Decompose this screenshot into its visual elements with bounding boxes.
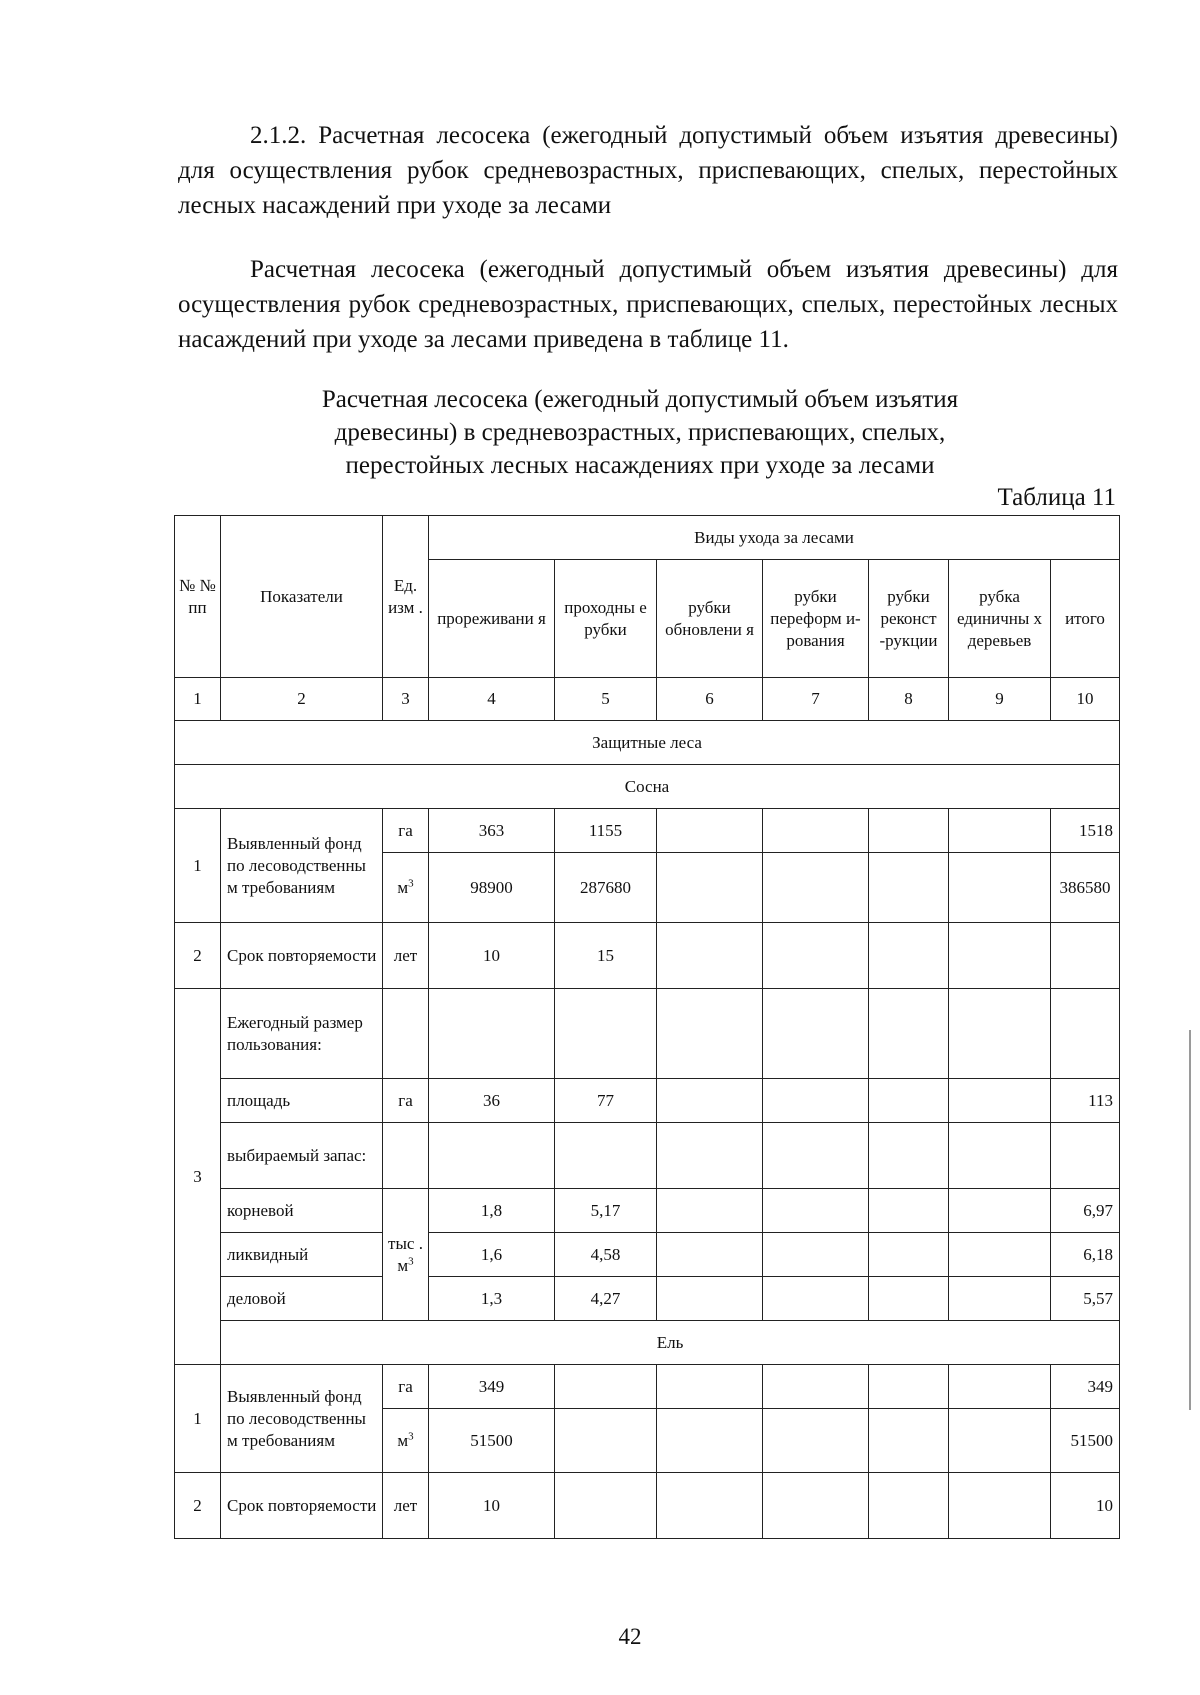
cell-empty [949, 1473, 1051, 1539]
table-row [175, 1473, 1120, 1539]
table-row [175, 1233, 1120, 1277]
cell-empty [869, 1473, 949, 1539]
cell-empty [657, 1079, 763, 1123]
cell-empty [869, 1277, 949, 1321]
cell-passage: 4,58 [555, 1233, 657, 1277]
cell-empty [429, 989, 555, 1079]
column-number-row [175, 678, 1120, 721]
col-number: 5 [555, 678, 657, 721]
col-number: 6 [657, 678, 763, 721]
cell-empty [657, 1473, 763, 1539]
cell-empty [657, 1189, 763, 1233]
cell-empty [1051, 923, 1120, 989]
table-row [175, 1123, 1120, 1189]
cell-total: 5,57 [1051, 1277, 1120, 1321]
row-unit: га [383, 809, 429, 853]
header-num: № № пп [175, 516, 221, 678]
cell-thinning: 10 [429, 1473, 555, 1539]
cell-passage: 4,27 [555, 1277, 657, 1321]
cell-empty [657, 1123, 763, 1189]
cell-empty [555, 1365, 657, 1409]
cell-empty [763, 1409, 869, 1473]
species-row [175, 765, 1120, 809]
cell-empty [869, 853, 949, 923]
col-number: 8 [869, 678, 949, 721]
section-title: Защитные леса [175, 721, 1120, 765]
cell-thinning: 51500 [429, 1409, 555, 1473]
cell-thinning: 10 [429, 923, 555, 989]
header-group: Виды ухода за лесами [429, 516, 1120, 560]
cell-empty [763, 1473, 869, 1539]
unit-text: м [397, 877, 409, 897]
table-row [175, 989, 1120, 1079]
cell-total: 51500 [1051, 1409, 1120, 1473]
cell-empty [657, 809, 763, 853]
row-num: 1 [175, 809, 221, 923]
cell-empty [763, 923, 869, 989]
row-num: 3 [175, 989, 221, 1365]
cell-passage: 15 [555, 923, 657, 989]
cell-empty [763, 1277, 869, 1321]
cell-empty [429, 1123, 555, 1189]
row-unit: лет [383, 1473, 429, 1539]
cell-empty [763, 989, 869, 1079]
cell-total: 349 [1051, 1365, 1120, 1409]
cell-empty [949, 1409, 1051, 1473]
forest-care-table [174, 515, 1120, 1539]
row-label: Срок повторяемости [221, 923, 383, 989]
unit-superscript: 3 [408, 1254, 414, 1267]
cell-empty [763, 1189, 869, 1233]
col-number: 10 [1051, 678, 1120, 721]
header-col-passage: проходны е рубки [555, 560, 657, 678]
header-col-reconstruction: рубки реконст -рукции [869, 560, 949, 678]
cell-total: 113 [1051, 1079, 1120, 1123]
cell-thinning: 1,3 [429, 1277, 555, 1321]
cell-thinning: 363 [429, 809, 555, 853]
row-unit [383, 1189, 429, 1321]
table-header-row [175, 516, 1120, 560]
cell-empty [383, 989, 429, 1079]
cell-passage: 77 [555, 1079, 657, 1123]
cell-passage: 5,17 [555, 1189, 657, 1233]
table-row [175, 1277, 1120, 1321]
table-caption-line: Расчетная лесосека (ежегодный допустимый объем изъятия [321, 386, 959, 413]
header-col-total: итого [1051, 560, 1120, 678]
col-number: 3 [383, 678, 429, 721]
cell-empty [657, 989, 763, 1079]
table-row [175, 923, 1120, 989]
cell-empty [555, 989, 657, 1079]
section-row [175, 721, 1120, 765]
unit-text: м [397, 1430, 409, 1450]
section-heading: 2.1.2. Расчетная лесосека (ежегодный допустимый объем изъятия древесины) для осуществления рубок средневозрастных, приспевающих, спелых, перестойных лесных насаждений при уходе за лесами [178, 122, 1118, 219]
cell-empty [869, 989, 949, 1079]
header-indicator: Показатели [221, 516, 383, 678]
cell-empty [949, 853, 1051, 923]
row-label: площадь [221, 1079, 383, 1123]
col-number: 1 [175, 678, 221, 721]
row-label: Выявленный фонд по лесоводственны м требованиям [221, 809, 383, 923]
cell-empty [657, 853, 763, 923]
scan-edge-line [1189, 1030, 1191, 1410]
cell-empty [869, 1123, 949, 1189]
cell-empty [869, 1365, 949, 1409]
cell-empty [949, 809, 1051, 853]
cell-thinning: 98900 [429, 853, 555, 923]
cell-empty [657, 1409, 763, 1473]
intro-paragraph: Расчетная лесосека (ежегодный допустимый объем изъятия древесины) для осуществления рубок средневозрастных, приспевающих, спелых, перестойных лесных насаждений при уходе за лесами приведена в таблице 11. [178, 256, 1118, 353]
species-title: Ель [221, 1321, 1120, 1365]
cell-empty [763, 809, 869, 853]
row-label: корневой [221, 1189, 383, 1233]
cell-total: 10 [1051, 1473, 1120, 1539]
row-unit: га [383, 1079, 429, 1123]
cell-empty [949, 1277, 1051, 1321]
row-unit [383, 853, 429, 923]
cell-empty [949, 923, 1051, 989]
cell-thinning: 1,8 [429, 1189, 555, 1233]
header-col-reforming: рубки переформ и-рования [763, 560, 869, 678]
row-num: 2 [175, 923, 221, 989]
table-caption-line: перестойных лесных насаждениях при уходе за лесами [345, 452, 935, 479]
cell-empty [555, 1473, 657, 1539]
cell-passage: 1155 [555, 809, 657, 853]
cell-thinning: 1,6 [429, 1233, 555, 1277]
cell-empty [657, 923, 763, 989]
cell-empty [763, 853, 869, 923]
table-row [175, 809, 1120, 853]
species-row [175, 1321, 1120, 1365]
cell-thinning: 349 [429, 1365, 555, 1409]
cell-empty [869, 809, 949, 853]
unit-text: тыс . м [388, 1233, 423, 1275]
col-number: 7 [763, 678, 869, 721]
cell-empty [869, 1079, 949, 1123]
cell-empty [949, 1189, 1051, 1233]
cell-empty [1051, 1123, 1120, 1189]
cell-empty [869, 1189, 949, 1233]
table-caption-line: древесины) в средневозрастных, приспевающих, спелых, [334, 419, 946, 446]
cell-empty [949, 989, 1051, 1079]
cell-empty [949, 1123, 1051, 1189]
row-unit: лет [383, 923, 429, 989]
cell-empty [949, 1233, 1051, 1277]
row-label: деловой [221, 1277, 383, 1321]
cell-empty [763, 1079, 869, 1123]
cell-empty [657, 1277, 763, 1321]
cell-total: 6,97 [1051, 1189, 1120, 1233]
table-caption [300, 383, 980, 482]
cell-empty [869, 1233, 949, 1277]
unit-superscript: 3 [408, 1429, 414, 1442]
table-row [175, 1079, 1120, 1123]
cell-total: 386580 [1051, 853, 1120, 923]
cell-empty [763, 1365, 869, 1409]
table-row [175, 1189, 1120, 1233]
row-label: Выявленный фонд по лесоводственны м требованиям [221, 1365, 383, 1473]
table-row [175, 1365, 1120, 1409]
row-label: выбираемый запас: [221, 1123, 383, 1189]
row-unit: га [383, 1365, 429, 1409]
cell-total: 1518 [1051, 809, 1120, 853]
cell-empty [949, 1365, 1051, 1409]
cell-empty [555, 1123, 657, 1189]
header-col-single-trees: рубка единичны х деревьев [949, 560, 1051, 678]
cell-thinning: 36 [429, 1079, 555, 1123]
cell-empty [869, 923, 949, 989]
row-label: Ежегодный размер пользования: [221, 989, 383, 1079]
cell-passage: 287680 [555, 853, 657, 923]
row-label: ликвидный [221, 1233, 383, 1277]
cell-empty [949, 1079, 1051, 1123]
cell-empty [763, 1123, 869, 1189]
cell-empty [869, 1409, 949, 1473]
cell-empty [1051, 989, 1120, 1079]
cell-empty [657, 1365, 763, 1409]
header-unit: Ед. изм . [383, 516, 429, 678]
cell-empty [555, 1409, 657, 1473]
col-number: 2 [221, 678, 383, 721]
col-number: 9 [949, 678, 1051, 721]
row-num: 2 [175, 1473, 221, 1539]
species-title: Сосна [175, 765, 1120, 809]
unit-superscript: 3 [408, 876, 414, 889]
table-number: Таблица 11 [997, 484, 1116, 511]
cell-empty [383, 1123, 429, 1189]
header-col-thinning: прореживани я [429, 560, 555, 678]
row-label: Срок повторяемости [221, 1473, 383, 1539]
cell-empty [763, 1233, 869, 1277]
row-num: 1 [175, 1365, 221, 1473]
cell-empty [657, 1233, 763, 1277]
cell-total: 6,18 [1051, 1233, 1120, 1277]
header-col-renewal: рубки обновлени я [657, 560, 763, 678]
col-number: 4 [429, 678, 555, 721]
page-number: 42 [618, 1624, 642, 1649]
row-unit [383, 1409, 429, 1473]
